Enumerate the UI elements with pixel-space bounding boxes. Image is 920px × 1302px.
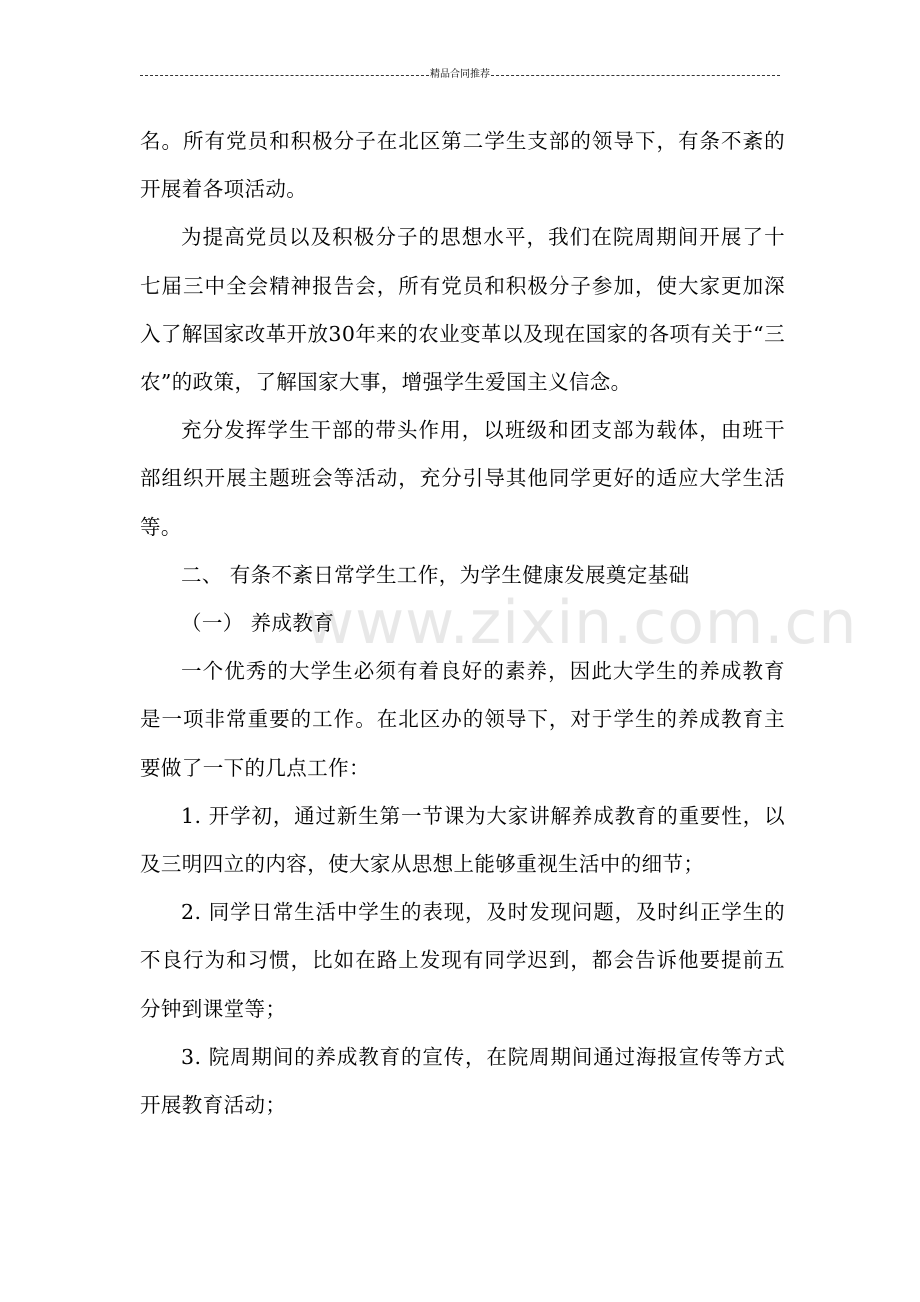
list-item-1: 1. 开学初，通过新生第一节课为大家讲解养成教育的重要性，以及三明四立的内容，使大家从思想上能够重视生活中的细节； bbox=[140, 803, 785, 877]
header-dash-right bbox=[491, 75, 780, 76]
paragraph-party-report: 为提高党员以及积极分子的思想水平，我们在院周期间开展了十七届三中全会精神报告会，所有党员和积极分子参加，使大家更加深入了解国家改革开放30年来的农业变革以及现在国家的各项有关于“三农”的政策，了解国家大事，增强学生爱国主义信念。 bbox=[140, 225, 785, 395]
paragraph-cultivation-intro: 一个优秀的大学生必须有着良好的素养，因此大学生的养成教育是一项非常重要的工作。在北区办的领导下，对于学生的养成教育主要做了一下的几点工作： bbox=[140, 659, 785, 780]
list-item-3: 3. 院周期间的养成教育的宣传，在院周期间通过海报宣传等方式开展教育活动； bbox=[140, 1044, 785, 1118]
watermark: www.zixin.com.cn bbox=[305, 588, 858, 658]
subsection-heading-1: （一） 养成教育 bbox=[181, 611, 335, 636]
header-title: 精品合同推荐 bbox=[430, 69, 490, 80]
list-item-2: 2. 同学日常生活中学生的表现，及时发现问题，及时纠正学生的不良行为和习惯，比如在路上发现有同学迟到，都会告诉他要提前五分钟到课堂等； bbox=[140, 900, 785, 1021]
page-header bbox=[140, 68, 780, 82]
paragraph-student-cadres: 充分发挥学生干部的带头作用，以班级和团支部为载体，由班干部组织开展主题班会等活动，充分引导其他同学更好的适应大学生活等。 bbox=[140, 418, 785, 539]
header-dash-left bbox=[140, 75, 429, 76]
paragraph-continuation: 名。所有党员和积极分子在北区第二学生支部的领导下，有条不紊的开展着各项活动。 bbox=[140, 129, 785, 202]
document-body bbox=[140, 117, 785, 1129]
section-heading-2: 二、 有条不紊日常学生工作，为学生健康发展奠定基础 bbox=[181, 562, 690, 587]
